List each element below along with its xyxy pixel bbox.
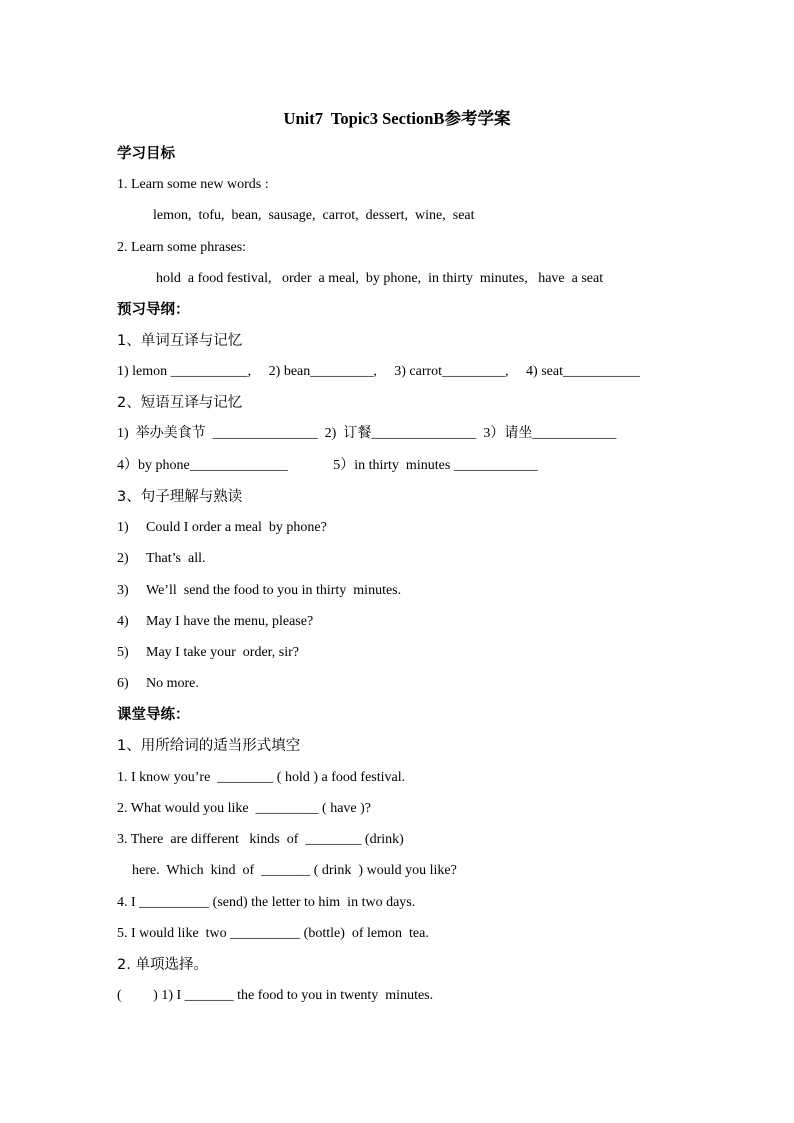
preview-phrase-blanks-1: 1) 举办美食节 _______________ 2) 订餐_______________ 3）请坐____________ [117, 426, 617, 441]
fill-blank-question-5: 5. I would like two __________ (bottle) of lemon tea. [117, 926, 429, 941]
sentence-number: 6) [117, 676, 129, 691]
document-title: Unit7 Topic3 SectionB参考学案 [283, 109, 511, 128]
objectives-word-list: lemon, tofu, bean, sausage, carrot, dessert, wine, seat [153, 208, 475, 223]
sentence-item [117, 579, 401, 603]
preview-part1-heading: 1、单词互译与记忆 [117, 333, 243, 349]
fill-blank-question-3b: here. Which kind of _______ ( drink ) would you like? [132, 863, 457, 878]
sentence-number: 5) [117, 645, 129, 660]
objectives-phrase-list: hold a food festival, order a meal, by phone, in thirty minutes, have a seat [156, 271, 604, 286]
sentence-text: No more. [146, 676, 199, 691]
sentence-number: 1) [117, 520, 129, 535]
objectives-heading: 学习目标 [117, 146, 175, 162]
sentence-number: 2) [117, 551, 129, 566]
preview-part2-heading: 2、短语互译与记忆 [117, 395, 243, 411]
sentence-item [117, 672, 199, 696]
sentence-text: May I take your order, sir? [146, 645, 299, 660]
classwork-part2-heading: 2. 单项选择。 [117, 957, 208, 973]
multiple-choice-question-1: ( ) 1) I _______ the food to you in twenty minutes. [117, 988, 434, 1003]
sentence-item [117, 641, 299, 665]
sentence-item [117, 610, 313, 634]
fill-blank-question-2: 2. What would you like _________ ( have )? [117, 801, 372, 816]
sentence-text: We’ll send the food to you in thirty minutes. [146, 583, 402, 598]
preview-word-blanks: 1) lemon ___________, 2) bean_________, 3) carrot_________, 4) seat___________ [117, 364, 640, 379]
objectives-item-words: 1. Learn some new words : [117, 177, 269, 192]
sentence-number: 4) [117, 614, 129, 629]
fill-blank-question-3a: 3. There are different kinds of ________ (drink) [117, 832, 404, 847]
preview-part3-heading: 3、句子理解与熟读 [117, 489, 243, 505]
sentence-number: 3) [117, 583, 129, 598]
fill-blank-question-4: 4. I __________ (send) the letter to him in two days. [117, 895, 416, 910]
fill-blank-question-1: 1. I know you’re ________ ( hold ) a food festival. [117, 770, 406, 785]
sentence-item [117, 547, 206, 571]
classwork-part1-heading: 1、用所给词的适当形式填空 [117, 738, 301, 754]
classwork-heading: 课堂导练： [117, 707, 190, 723]
sentence-text: May I have the menu, please? [146, 614, 314, 629]
preview-phrase-blanks-2: 4）by phone______________ 5）in thirty minutes ____________ [117, 458, 538, 473]
objectives-item-phrases: 2. Learn some phrases: [117, 240, 247, 255]
sentence-text: That’s all. [146, 551, 206, 566]
sentence-text: Could I order a meal by phone? [146, 520, 327, 535]
preview-heading: 预习导纲： [117, 302, 190, 318]
sentence-item [117, 516, 327, 540]
